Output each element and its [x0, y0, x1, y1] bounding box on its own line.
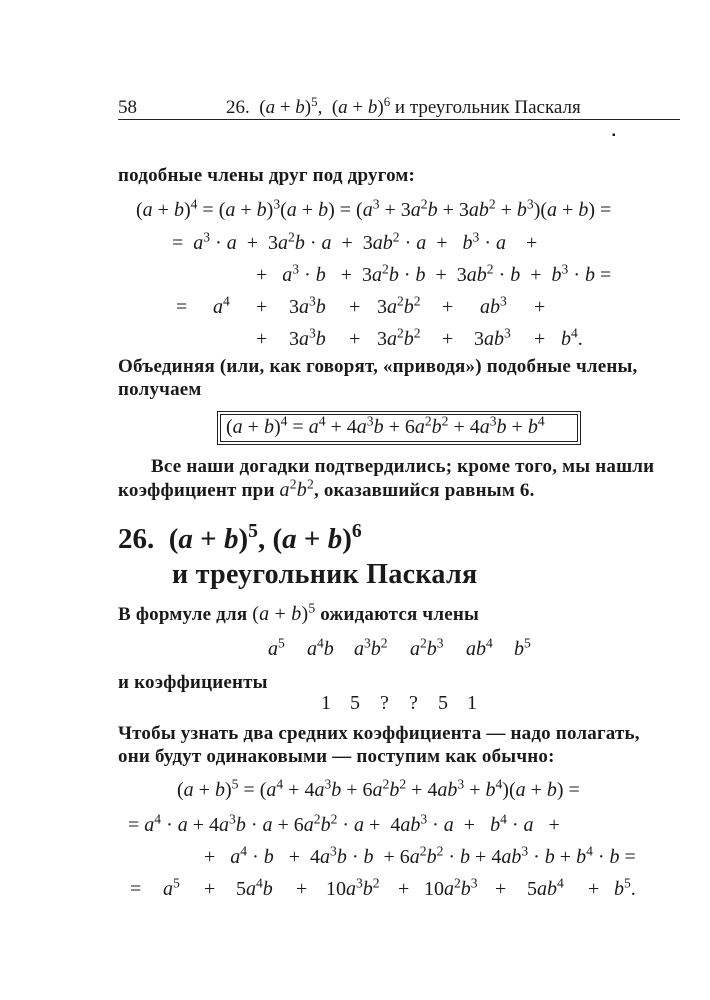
page-speck: ▪: [612, 130, 616, 141]
running-title-prefix: 26.: [226, 97, 250, 118]
running-title-text: и треугольник Паскаля: [394, 97, 581, 118]
intro-line: подобные члены друг под другом:: [118, 165, 416, 186]
coefficients-label: и коэффициенты: [118, 672, 268, 693]
paragraph-1-line-1: Объединяя (или, как говорят, «приводя») подобные члены,: [118, 356, 638, 377]
section-heading-line-2: и треугольник Паскаля: [172, 559, 478, 590]
equation-5-line-1: $(a + b)^5 = (a^4 + 4a^3b + 6a^2b^2 + 4ab^3 + b^4)(a + b)$ =: [177, 776, 580, 801]
book-page: 58 26. $(a + b)^5$, $(a + b)^6$ и треугольник Паскаля ▪ подобные члены друг под другом: $(a + b)^4 = (a + b)^3(a + b) = (a^3 + 3a^2b + 3ab^2 + b^3)(a + b)$ = = $a^3 \cdot a + 3a^2b \cdot a + 3ab^2 \cdot a + b^3 \cdot a$ + + $a^3 \cdot b + 3a^2b \cdot b + 3ab^2 \cdot b + b^3 \cdot b$ = = $a^4$ + $3a^3b$ + $3a^2b^2$ + $ab^3$ + + $3a^3b$ + $3a^2b^2$ + $3ab^3$ + $b^4$ . Объединяя (или, как говорят, «приводя») подобные члены, получаем $(a + b)^4 = a^4 + 4a^3b + 6a^2b^2 + 4a^3b + b^4$ Все наши догадки подтвердились; кроме того, мы нашли коэффициент при $a^2b^2$, оказавшийся равным 6. 26. $(a + b)^5$, $(a + b)^6$ и треугольник Паскаля В формуле для $(a + b)^5$ ожидаются члены $a^5$ $a^4b$ $a^3b^2$ $a^2b^3$ $ab^4$ $b^5$ и коэффициенты 1 5 ? ? 5 1 Чтобы узнать два средних коэффициента — надо полагать, они будут одинаковыми — поступим как обычно: $(a + b)^5 = (a^4 + 4a^3b + 6a^2b^2 + 4ab^3 + b^4)(a + b)$ = = $a^4 \cdot a + 4a^3b \cdot a + 6a^2b^2 \cdot a + 4ab^3 \cdot a + b^4 \cdot a$ + + $a^4 \cdot b + 4a^3b \cdot b + 6a^2b^2 \cdot b + 4ab^3 \cdot b + b^4 \cdot b$ = = $a^5$ + $5a^4b$ + $10a^3b^2$ + $10a^2b^3$ + $5ab^4$ + $b^5$ .: [0, 0, 710, 1000]
paragraph-1-line-2: получаем: [118, 379, 202, 400]
section-heading-line-1: 26. $(a + b)^5$, $(a + b)^6$: [118, 520, 362, 555]
running-title: 26. $(a + b)^5$, $(a + b)^6$ и треугольник Паскаля: [226, 93, 581, 118]
header-rule: [118, 119, 680, 120]
page-number: 58: [118, 97, 137, 118]
boxed-formula: $(a + b)^4 = a^4 + 4a^3b + 6a^2b^2 + 4a^3b + b^4$: [217, 411, 581, 445]
paragraph-3: В формуле для $(a + b)^5$ ожидаются члены: [118, 600, 480, 625]
paragraph-2-line-1: Все наши догадки подтвердились; кроме того, мы нашли: [151, 456, 655, 477]
section-number: 26.: [118, 523, 155, 555]
paragraph-4-line-2: они будут одинаковыми — поступим как обычно:: [118, 746, 555, 767]
paragraph-4-line-1: Чтобы узнать два средних коэффициента — надо полагать,: [118, 723, 640, 744]
paragraph-2-line-2: коэффициент при $a^2b^2$, оказавшийся равным 6.: [118, 476, 535, 501]
equation-4-line-1: $(a + b)^4 = (a + b)^3(a + b) = (a^3 + 3a^2b + 3ab^2 + b^3)(a + b)$ =: [136, 196, 612, 221]
